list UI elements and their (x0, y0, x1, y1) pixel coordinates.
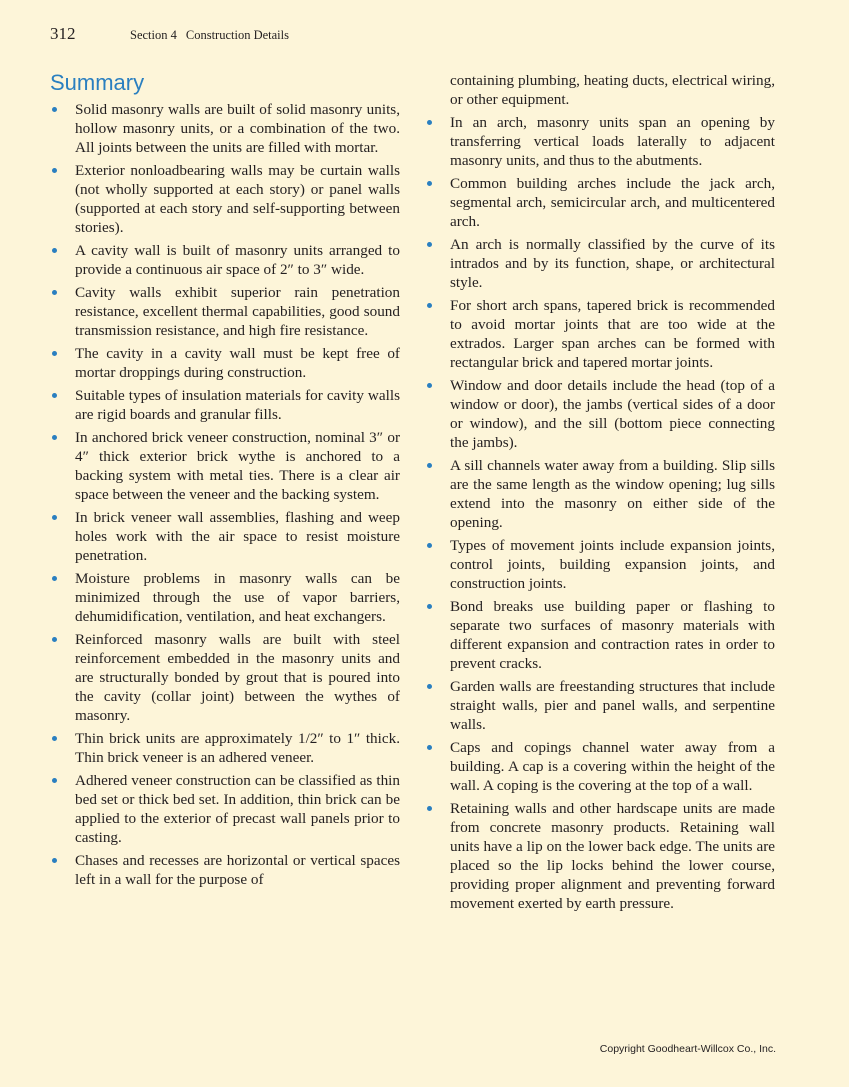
bullet-text: Solid masonry walls are built of solid masonry units, hollow masonry units, or a combination of the two. All joints between the units are filled with mortar. (75, 101, 400, 156)
bullet-text: In an arch, masonry units span an opening by transferring vertical loads laterally to adjacent masonry units, and thus to the abutments. (450, 114, 775, 169)
bullet-dot-icon (52, 290, 57, 295)
bullet-dot-icon (427, 463, 432, 468)
bullet-text: A cavity wall is built of masonry units arranged to provide a continuous air space of 2″ to 3″ wide. (75, 242, 400, 278)
summary-bullet-item (50, 386, 400, 424)
bullet-text: A sill channels water away from a building. Slip sills are the same length as the window opening; lug sills extend into the masonry on either side of the opening. (450, 457, 775, 531)
bullet-dot-icon (52, 778, 57, 783)
summary-bullet-item (425, 456, 775, 532)
summary-bullet-item (50, 428, 400, 504)
running-head (50, 24, 289, 46)
bullet-dot-icon (52, 393, 57, 398)
bullet-text: The cavity in a cavity wall must be kept free of mortar droppings during construction. (75, 345, 400, 381)
bullet-text: In anchored brick veneer construction, nominal 3″ or 4″ thick exterior brick wythe is anchored to a backing system with metal ties. There is a clear air space between the veneer and the backing system. (75, 429, 400, 503)
summary-bullet-item (50, 569, 400, 626)
summary-bullet-item (50, 771, 400, 847)
page-number: 312 (50, 24, 76, 43)
summary-list-left (50, 100, 400, 889)
bullet-dot-icon (427, 745, 432, 750)
bullet-dot-icon (52, 107, 57, 112)
summary-bullet-item (425, 376, 775, 452)
bullet-text: Exterior nonloadbearing walls may be curtain walls (not wholly supported at each story) or panel walls (supported at each story and self-supporting between stories). (75, 162, 400, 236)
summary-bullet-item (425, 677, 775, 734)
left-column (50, 70, 400, 893)
bullet-text: Bond breaks use building paper or flashing to separate two surfaces of masonry materials with different expansion and contraction rates in order to prevent cracks. (450, 598, 775, 672)
section-label (130, 28, 289, 43)
summary-bullet-item (50, 161, 400, 237)
bullet-dot-icon (427, 303, 432, 308)
section-title: Construction Details (185, 28, 289, 42)
bullet-text: For short arch spans, tapered brick is recommended to avoid mortar joints that are too wide at the extrados. Larger span arches can be formed with rectangular brick and tapered mortar joints. (450, 297, 775, 371)
bullet-dot-icon (52, 858, 57, 863)
summary-bullet-item (50, 283, 400, 340)
bullet-text: Window and door details include the head (top of a window or door), the jambs (vertical sides of a door or window), and the sill (bottom piece connecting the jambs). (450, 377, 775, 451)
bullet-dot-icon (427, 604, 432, 609)
copyright-notice: Copyright Goodheart-Willcox Co., Inc. (599, 1043, 776, 1055)
bullet-dot-icon (52, 736, 57, 741)
summary-bullet-item (425, 738, 775, 795)
summary-bullet-item (425, 597, 775, 673)
summary-bullet-item (425, 536, 775, 593)
summary-bullet-item (425, 296, 775, 372)
bullet-dot-icon (427, 806, 432, 811)
summary-bullet-item (425, 235, 775, 292)
bullet-dot-icon (427, 543, 432, 548)
bullet-text: Cavity walls exhibit superior rain penetration resistance, excellent thermal capabilities, good sound transmission resistance, and high fire resistance. (75, 284, 400, 339)
bullet-dot-icon (52, 637, 57, 642)
bullet-dot-icon (52, 248, 57, 253)
summary-bullet-item (50, 100, 400, 157)
bullet-text: Garden walls are freestanding structures that include straight walls, pier and panel walls, and serpentine walls. (450, 678, 775, 733)
bullet-dot-icon (427, 120, 432, 125)
bullet-dot-icon (52, 168, 57, 173)
bullet-dot-icon (52, 515, 57, 520)
bullet-text: Types of movement joints include expansion joints, control joints, building expansion joints, and construction joints. (450, 537, 775, 592)
bullet-dot-icon (427, 242, 432, 247)
summary-bullet-item (425, 174, 775, 231)
bullet-text: Common building arches include the jack arch, segmental arch, semicircular arch, and multicentered arch. (450, 175, 775, 230)
summary-bullet-item (50, 241, 400, 279)
bullet-text: Caps and copings channel water away from a building. A cap is a covering within the height of the wall. A coping is the covering at the top of a wall. (450, 739, 775, 794)
bullet-dot-icon (427, 383, 432, 388)
summary-bullet-item (50, 630, 400, 725)
section-number: Section 4 (130, 28, 177, 42)
bullet-text: Moisture problems in masonry walls can be minimized through the use of vapor barriers, dehumidification, ventilation, and heat exchangers. (75, 570, 400, 625)
bullet-dot-icon (52, 576, 57, 581)
bullet-text: An arch is normally classified by the curve of its intrados and by its function, shape, or architectural style. (450, 236, 775, 291)
summary-bullet-item (425, 799, 775, 913)
bullet-text: Reinforced masonry walls are built with steel reinforcement embedded in the masonry units and are structurally bonded by grout that is poured into the cavity (collar joint) between the wythes of masonry. (75, 631, 400, 724)
right-column (425, 71, 775, 917)
bullet-dot-icon (52, 351, 57, 356)
summary-bullet-item (425, 113, 775, 170)
bullet-text: Suitable types of insulation materials for cavity walls are rigid boards and granular fills. (75, 387, 400, 423)
summary-bullet-item (50, 344, 400, 382)
bullet-text: Thin brick units are approximately 1/2″ to 1″ thick. Thin brick veneer is an adhered veneer. (75, 730, 400, 766)
bullet-text: In brick veneer wall assemblies, flashing and weep holes work with the air space to resist moisture penetration. (75, 509, 400, 564)
bullet-text: Retaining walls and other hardscape units are made from concrete masonry products. Retaining wall units have a lip on the lower back edge. The units are placed so the lip locks behind the lower course, providing proper alignment and preventing forward movement exerted by earth pressure. (450, 800, 775, 912)
summary-heading: Summary (50, 70, 145, 95)
bullet-dot-icon (427, 684, 432, 689)
continued-bullet-text: containing plumbing, heating ducts, electrical wiring, or other equipment. (450, 72, 775, 108)
summary-bullet-item (50, 851, 400, 889)
summary-bullet-item (50, 508, 400, 565)
bullet-dot-icon (427, 181, 432, 186)
summary-list-right (425, 113, 775, 913)
bullet-text: Adhered veneer construction can be classified as thin bed set or thick bed set. In addition, thin brick can be applied to the exterior of precast wall panels prior to casting. (75, 772, 400, 846)
bullet-dot-icon (52, 435, 57, 440)
summary-bullet-item (50, 729, 400, 767)
bullet-text: Chases and recesses are horizontal or vertical spaces left in a wall for the purpose of (75, 852, 400, 888)
